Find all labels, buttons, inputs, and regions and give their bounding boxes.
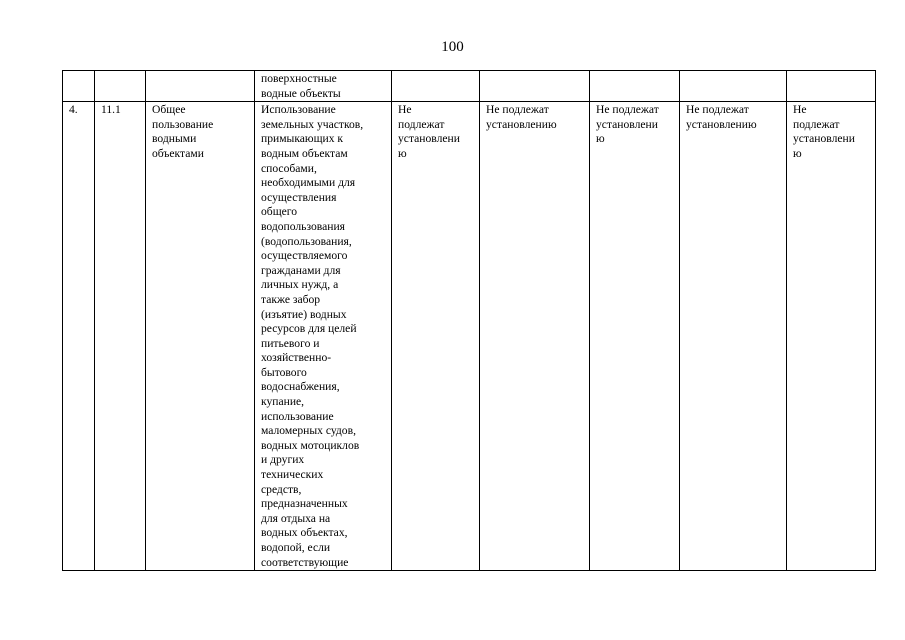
cell-param-2 xyxy=(480,102,590,571)
cell-param-3 xyxy=(590,71,680,102)
cell-param-5 xyxy=(787,102,876,571)
land-use-table xyxy=(62,70,876,571)
cell-code xyxy=(95,71,146,102)
cell-description xyxy=(255,102,392,571)
cell-description xyxy=(255,71,392,102)
cell-text: 11.1 xyxy=(101,103,121,117)
table-row-continuation xyxy=(63,71,876,102)
cell-param-1 xyxy=(392,102,480,571)
cell-number xyxy=(63,71,95,102)
cell-text: Не подлежат установлени ю xyxy=(596,103,659,146)
page-number: 100 xyxy=(441,39,464,55)
cell-param-3 xyxy=(590,102,680,571)
cell-param-2 xyxy=(480,71,590,102)
cell-param-5 xyxy=(787,71,876,102)
cell-text: Не подлежат установлению xyxy=(486,103,557,131)
cell-name xyxy=(146,71,255,102)
cell-param-4 xyxy=(680,102,787,571)
cell-text: Общее пользование водными объектами xyxy=(152,103,214,160)
cell-param-4 xyxy=(680,71,787,102)
cell-text: 4. xyxy=(69,103,78,117)
cell-text: Не подлежат установлени ю xyxy=(398,103,460,160)
cell-number xyxy=(63,102,95,571)
cell-text: Не подлежат установлению xyxy=(686,103,757,131)
cell-text: Использование земельных участков, примыкающих к водным объектам способами, необходимыми для осуществления общего водопользования (водопользования, осуществляемого гражданами для личных нужд, а также забор (изъятие) водных ресурсов для целей питьевого и хозяйственно- бытового водоснабжения, купание, использование маломерных судов, водных мотоциклов и других технических средств, предназначенных для отдыха на водных объектах, водопой, если соответствующие xyxy=(261,103,364,569)
cell-text: поверхностные водные объекты xyxy=(261,72,341,100)
cell-text: Не подлежат установлени ю xyxy=(793,103,855,160)
table-row-main xyxy=(63,102,876,571)
cell-param-1 xyxy=(392,71,480,102)
cell-name xyxy=(146,102,255,571)
cell-code xyxy=(95,102,146,571)
